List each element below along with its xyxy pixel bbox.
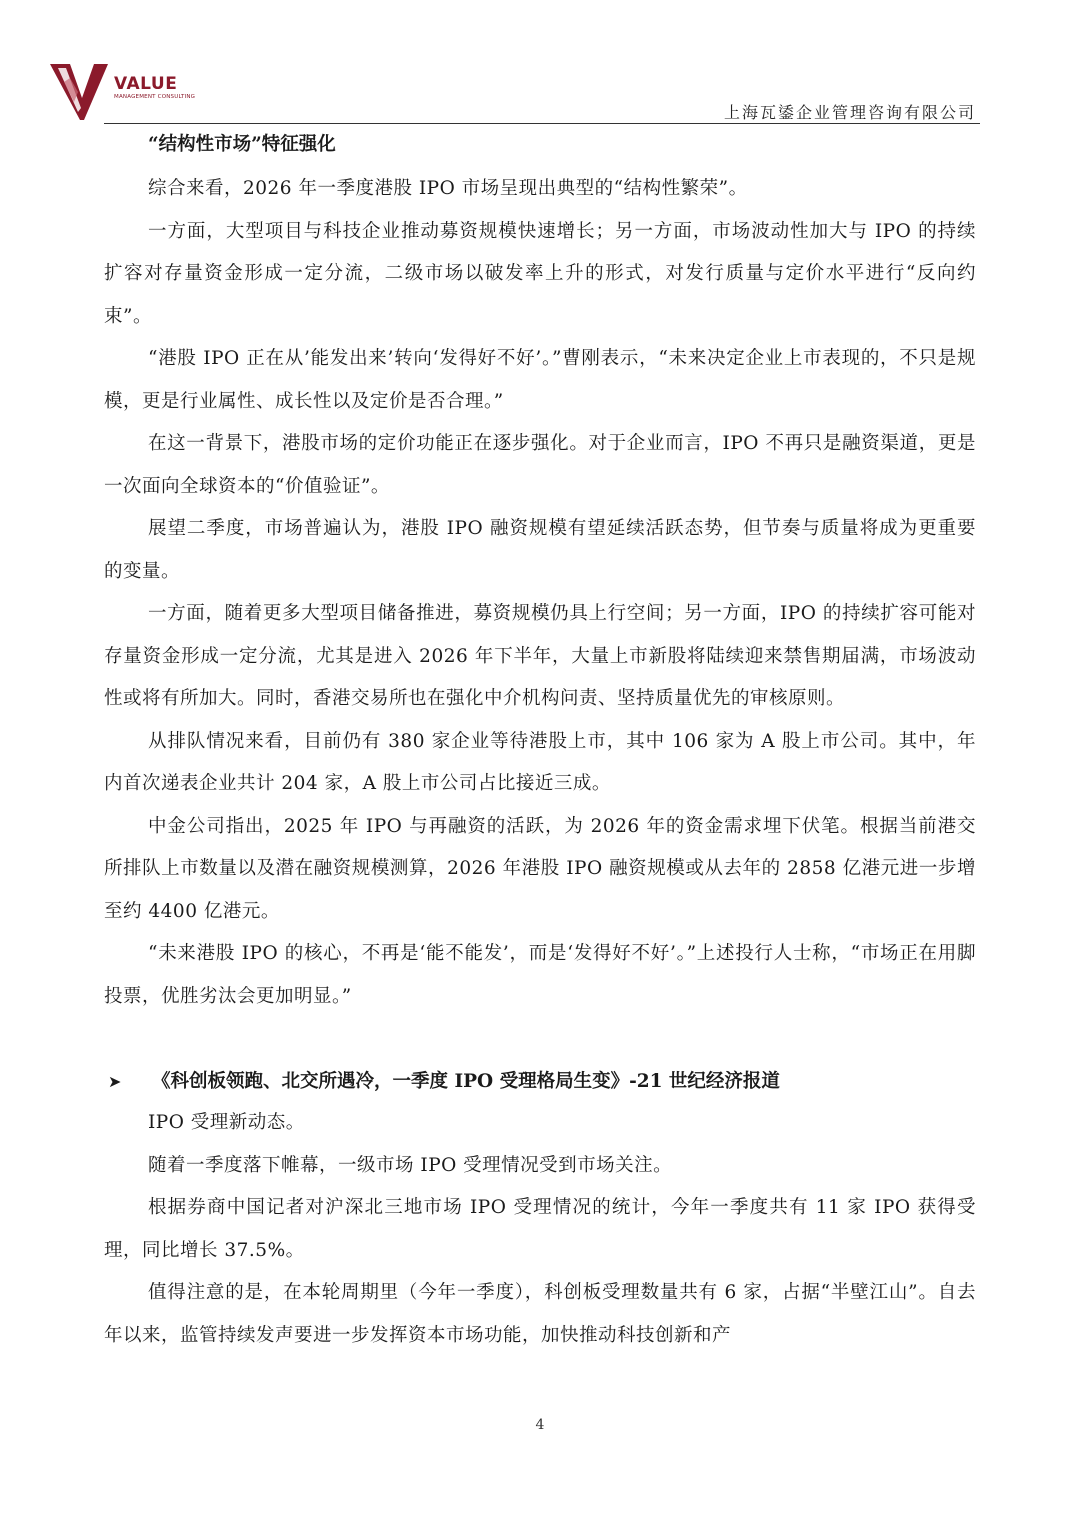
section-paragraph: 在这一背景下，港股市场的定价功能正在逐步强化。对于企业而言，IPO 不再只是融资渠道，更是一次面向全球资本的“价值验证”。	[104, 433, 976, 497]
section-paragraph: 中金公司指出，2025 年 IPO 与再融资的活跃，为 2026 年的资金需求埋下伏笔。根据当前港交所排队上市数量以及潜在融资规模测算，2026 年港股 IPO 融资规模或从去年的 2858 亿港元进一步增至约 4400 亿港元。	[104, 815, 976, 922]
article-paragraph: 根据券商中国记者对沪深北三地市场 IPO 受理情况的统计，今年一季度共有 11 家 IPO 获得受理，同比增长 37.5%。	[104, 1197, 976, 1261]
page-number: 4	[535, 1417, 545, 1433]
section-paragraph: “港股 IPO 正在从’能发出来’转向‘发得好不好’。”曹刚表示，“未来决定企业上市表现的，不只是规模，更是行业属性、成长性以及定价是否合理。”	[104, 348, 976, 412]
section-title: “结构性市场”特征强化	[148, 134, 336, 155]
document-body	[104, 128, 976, 1357]
section-paragraph: “未来港股 IPO 的核心，不再是‘能不能发’，而是‘发得好不好’。”上述投行人士称，“市场正在用脚投票，优胜劣汰会更加明显。”	[104, 943, 976, 1007]
article-heading	[104, 1062, 976, 1102]
company-logo	[48, 58, 196, 122]
article-title: 《科创板领跑、北交所遇冷，一季度 IPO 受理格局生变》-21 世纪经济报道	[152, 1071, 780, 1092]
section-paragraph: 从排队情况来看，目前仍有 380 家企业等待港股上市，其中 106 家为 A 股上市公司。其中，年内首次递表企业共计 204 家，A 股上市公司占比接近三成。	[104, 730, 976, 794]
section-paragraph: 综合来看，2026 年一季度港股 IPO 市场呈现出典型的“结构性繁荣”。	[148, 178, 748, 199]
company-name: 上海瓦鋈企业管理咨询有限公司	[723, 103, 976, 122]
section-paragraph: 一方面，随着更多大型项目储备推进，募资规模仍具上行空间；另一方面，IPO 的持续扩容可能对存量资金形成一定分流，尤其是进入 2026 年下半年，大量上市新股将陆续迎来禁售期届满，市场波动性或将有所加大。同时，香港交易所也在强化中介机构问责、坚持质量优先的审核原则。	[104, 603, 976, 709]
arrow-bullet-icon: ➤	[108, 1072, 122, 1091]
section-spacer	[104, 1018, 976, 1062]
article-paragraph: 随着一季度落下帷幕，一级市场 IPO 受理情况受到市场关注。	[148, 1154, 673, 1176]
value-logo-mark	[48, 58, 118, 122]
logo-subtext: MANAGEMENT CONSULTING	[114, 94, 196, 100]
article-paragraph: IPO 受理新动态。	[148, 1112, 305, 1133]
article-paragraph: 值得注意的是，在本轮周期里（今年一季度），科创板受理数量共有 6 家，占据“半壁江山”。自去年以来，监管持续发声要进一步发挥资本市场功能，加快推动科技创新和产	[104, 1282, 976, 1346]
section-paragraph: 一方面，大型项目与科技企业推动募资规模快速增长；另一方面，市场波动性加大与 IPO 的持续扩容对存量资金形成一定分流，二级市场以破发率上升的形式，对发行质量与定价水平进行“反向约束”。	[104, 220, 976, 327]
header-divider	[104, 123, 980, 124]
logo-wordmark: VALUE	[114, 74, 178, 94]
section-paragraph: 展望二季度，市场普遍认为，港股 IPO 融资规模有望延续活跃态势，但节奏与质量将成为更重要的变量。	[104, 518, 976, 582]
